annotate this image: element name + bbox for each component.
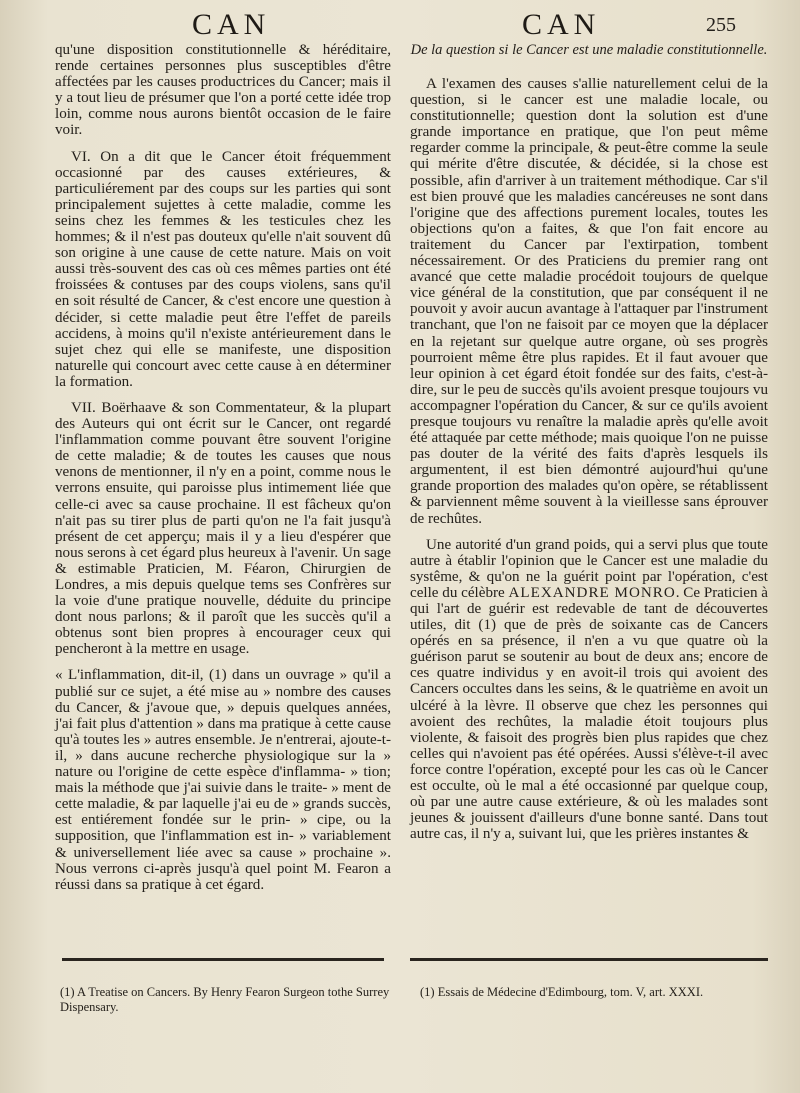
paragraph-vi: VI. On a dit que le Cancer étoit fréquemment occasionné par des causes extérieures, & particuliérement par des coups sur les parties qui sont principalement sujettes à cette maladie, comme les seins chez les femmes & les testicules chez les hommes; & il n'est pas douteux qu'elle n'ait souvent dû son origine à une cause de cette nature. Mais on voit aussi très-souvent des cas où ces mêmes parties ont été froissées & contuses par des coups violens, sans qu'il en soit résulté de Cancer, & c'est encore une question à décider, si cette maladie peut être l'effet de pareils accidens, à moins qu'il n'existe antérieurement dans le sujet chez qui elle se manifeste, une disposition naturelle qui concourt avec cette cause à en déterminer la formation.: [55, 148, 391, 390]
left-column: [55, 42, 391, 893]
footnote-left: (1) A Treatise on Cancers. By Henry Fearon Surgeon tothe Surrey Dispensary.: [60, 985, 390, 1014]
section-title: De la question si le Cancer est une maladie constitutionnelle.: [410, 42, 768, 58]
paragraph-vii: VII. Boërhaave & son Commentateur, & la plupart des Auteurs qui ont écrit sur le Cancer, ont regardé l'inflammation comme pouvant être souvent l'origine de cette maladie; & de toutes les causes que nous venons de mentionner, il n'y en a point, comme nous le verrons ensuite, qui paroisse plus intimement liée que celle-ci avec sa cause prochaine. Il est fâcheux qu'on n'ait pas su tirer plus de parti qu'on ne l'a fait jusqu'à présent de cet apperçu; mais il y a lieu d'espérer que nous serons à cet égard plus heureux à l'avenir. Un sage & estimable Praticien, M. Féaron, Chirurgien de Londres, a mis depuis quelque tems ses Confrères sur la voie d'une pratique nouvelle, déduite du principe dont nous parlons; & il paroît que les succès qu'il a obtenus sont bien propres à encourager ceux qui pencheront à la mettre en usage.: [55, 399, 391, 658]
paragraph-continued: qu'une disposition constitutionnelle & héréditaire, rende certaines personnes plus susceptibles d'être affectées par les causes productrices du Cancer; mais il y a tout lieu de présumer que l'on a porté cette idée trop loin, comme nous aurons bientôt occasion de le faire voir.: [55, 42, 391, 139]
running-head-left: CAN: [192, 8, 271, 41]
paragraph-monro-rest: . Ce Praticien à qui l'art de guérir est redevable de tant de découvertes utiles, dit (1) que de près de soixante cas de Cancers opérés en sa présence, il n'en a vu que quatre où la guérison parut se soutenir au bout de deux ans; encore de ces quatre individus y en avoit-il trois qui avoient des Cancers occultes dans les seins, & le quatrième en avoit un ulcéré à la lèvre. Il observe que chez les personnes qui avoient des rechûtes, la maladie étoit toujours plus violente, & faisoit des progrès bien plus rapides que chez celles qui n'avoient pas été opérées. Aussi s'élève-t-il avec force contre l'opération, excepté pour les cas où le Cancer est occulte, où le mal a été occasionné par quelque coup, où par une autre cause extérieure, & où les malades sont jeunes & jouissent d'ailleurs d'une bonne santé. Dans tout autre cas, il n'y a, suivant lui, que les prières instantes &: [410, 584, 768, 843]
quotation-fearon: « L'inflammation, dit-il, (1) dans un ouvrage » qu'il a publié sur ce sujet, a été mise au » nombre des causes du Cancer, & j'avoue que, » depuis quelques années, j'ai fait plus d'attention » dans ma pratique à cette cause qu'à toutes les » autres ensemble. Je n'entrerai, ajoute-t-il, » dans aucune recherche physiologique sur la » nature ou l'origine de cette espèce d'inflamma- » tion; mais la méthode que j'ai suivie dans le traite- » ment de cette maladie, & par laquelle j'ai eu de » grands succès, est entiérement fondée sur le prin- » cipe, ou la supposition, que l'inflammation est in- » variablement & universellement liée avec sa cause » prochaine ». Nous verrons ci-après jusqu'à quel point M. Fearon a réussi dans sa pratique à cet égard.: [55, 667, 391, 893]
paragraph-monro-start: Une autorité d'un grand poids, qui a servi plus que toute autre à établir l'opinion que le Cancer est une maladie du systême, & qu'on ne la guérit point par l'opération, c'est celle du célèbre: [410, 536, 768, 601]
page-number: 255: [706, 14, 736, 36]
running-head-right: CAN: [522, 8, 601, 41]
right-column: [410, 42, 768, 842]
footnote-right: (1) Essais de Médecine d'Edimbourg, tom. V, art. XXXI.: [420, 985, 704, 999]
footnote-rule-left: [62, 958, 384, 961]
author-name: ALEXANDRE MONRO: [508, 584, 676, 601]
footnote-rule-right: [410, 958, 768, 961]
paragraph-question: A l'examen des causes s'allie naturellement celui de la question, si le cancer est une maladie locale, ou constitutionnelle; question dont la solution est d'une grande importance en pratique, que l'on peut même regarder comme la principale, & peut-être comme la seule qui mérite d'être discutée, & décidée, si la chose est possible, afin d'arriver à un traitement méthodique. Car s'il est bien prouvé que les maladies cancéreuses ne sont dans l'origine que des affections purement locales, toutes les objections qu'on a faites, & que l'on fait encore au traitement du Cancer par l'extirpation, tombent nécessairement. Or des Praticiens du premier rang ont avancé que cette maladie procédoit toujours de quelque vice général de la constitution, que par conséquent il ne pouvoit y avoir aucun avantage à l'attaquer par l'instrument tranchant, que l'on ne faisoit par ce moyen que la déplacer en la rejetant sur quelque autre organe, où ses progrès pourroient même être plus rapides. Et il faut avouer que leur opinion à cet égard étoit fondée sur des faits, c'est-à-dire, sur le peu de succès qu'ils avoient presque toujours vu accompagner l'opération du Cancer, & sur ce qu'ils avoient presque toujours vu renaître la maladie après qu'elle avoit été attaquée par cette méthode; mais quoique l'on ne puisse pas douter de la vérité des faits d'après lesquels ils argumentent, il est bien démontré aujourd'hui qu'une grande proportion des malades qu'on opère, se rétablissent & parviennent même souvent à la vieillesse sans éprouver de rechûtes.: [410, 76, 768, 527]
paragraph-monro: [410, 537, 768, 843]
